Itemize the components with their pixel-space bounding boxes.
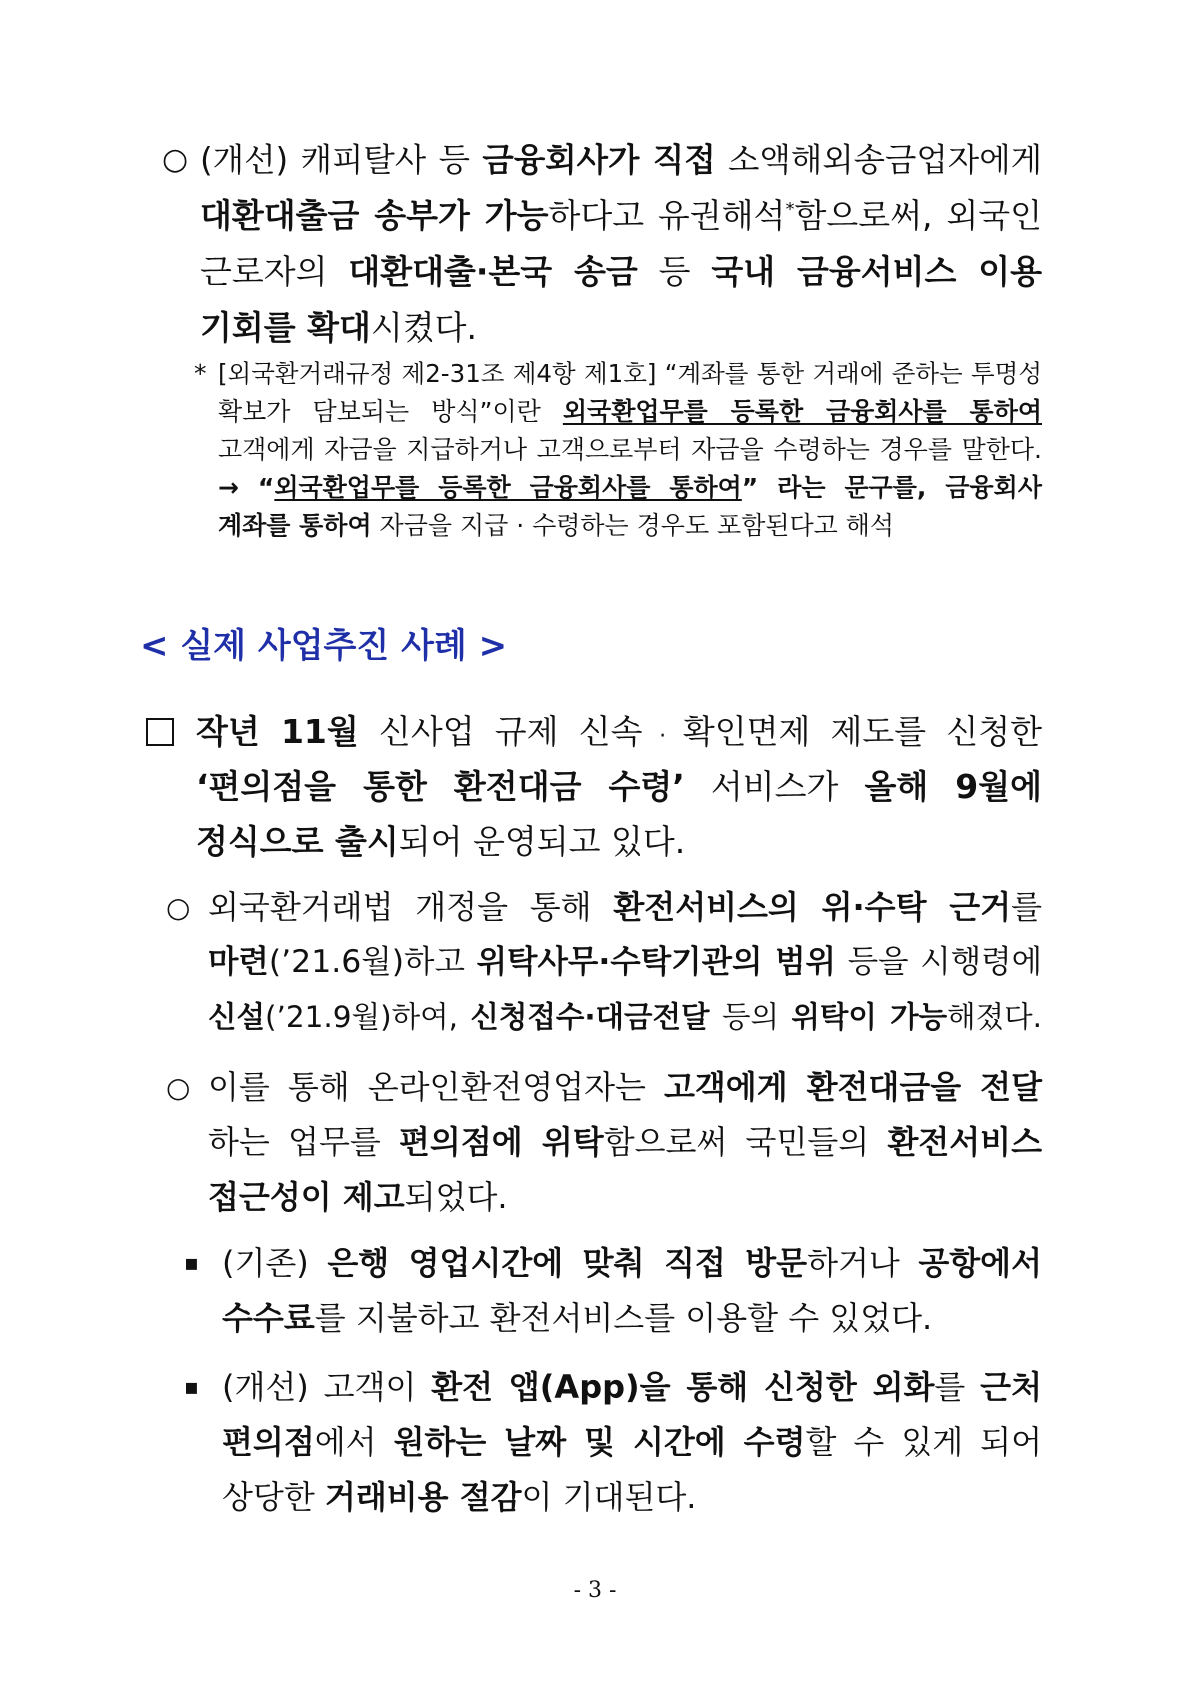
bold-text: 거래비용 절감 — [324, 1478, 522, 1516]
text-run: 등을 시행령에 — [835, 944, 1043, 980]
footnote-line — [218, 393, 1042, 431]
footnote-line — [218, 507, 1042, 545]
text-line — [208, 990, 1042, 1045]
footnote-line — [218, 469, 1042, 507]
text-line — [208, 935, 1042, 990]
footnote — [218, 355, 1042, 545]
text-run: 이 기대된다. — [521, 1478, 697, 1516]
bold-text: ‘편의점을 통한 환전대금 수령’ — [196, 767, 685, 806]
accessibility-paragraph — [208, 1060, 1042, 1225]
text-line — [196, 759, 1042, 814]
text-run: 상당한 — [222, 1478, 325, 1516]
bold-text: 접근성이 제고 — [208, 1178, 405, 1216]
bold-text: 신청접수·대금전달 — [470, 1000, 710, 1034]
bold-text: 올해 9월에 — [864, 767, 1043, 806]
text-run: 해졌다. — [947, 1000, 1042, 1034]
text-run: 근로자의 — [200, 252, 349, 291]
square-bullet-icon — [146, 718, 174, 746]
bold-text: 정식으로 출시 — [196, 822, 399, 861]
text-run: 시켰다. — [370, 308, 478, 347]
footnote-line: [외국환거래규정 제2-31조 제4항 제1호] “계좌를 통한 거래에 준하는 투명성 — [218, 359, 1042, 388]
text-run: (’21.6월)하고 — [268, 944, 477, 980]
text-run: 를 — [934, 1368, 981, 1406]
text-run: 이를 통해 온라인환전영업자는 — [208, 1068, 664, 1106]
text-line — [222, 1360, 1042, 1415]
text-run: 되었다. — [404, 1178, 508, 1216]
text-line — [208, 1060, 1042, 1115]
text-run: 외국환거래법 개정을 통해 — [208, 888, 614, 926]
improvement-paragraph — [200, 132, 1042, 356]
bold-text: 편의점에 위탁 — [399, 1123, 604, 1161]
case-paragraph — [196, 704, 1042, 869]
text-line — [200, 244, 1042, 300]
bold-text: 마련 — [208, 944, 269, 980]
text-run: 함으로써 국민들의 — [603, 1123, 888, 1161]
text-run: 할 수 있게 되어 — [805, 1423, 1042, 1461]
bold-text: → “ — [218, 473, 275, 502]
bold-text: 대환대출·본국 송금 — [348, 252, 638, 291]
text-run: 를 — [1011, 888, 1042, 926]
text-line — [208, 880, 1042, 935]
text-run: (개선) 캐피탈사 등 — [200, 141, 483, 179]
text-run: 등의 — [709, 1000, 792, 1034]
bold-text: 위탁이 가능 — [791, 1000, 948, 1034]
bold-text: 금융회사 — [945, 473, 1042, 502]
bold-text: 대환대출금 송부가 가능 — [200, 196, 549, 235]
underlined-bold-text: 외국환업무를 등록한 금융회사를 통하여 — [274, 473, 742, 502]
text-line — [200, 188, 1042, 244]
text-line — [196, 704, 1042, 759]
bold-text: 은행 영업시간에 맞춰 직접 방문 — [327, 1244, 808, 1282]
text-run: (기존) — [222, 1244, 328, 1282]
before-paragraph — [222, 1236, 1042, 1346]
section-heading: < 실제 사업추진 사례 > — [140, 626, 508, 666]
bold-text: 기회를 확대 — [200, 308, 371, 347]
text-run: 하는 업무를 — [208, 1123, 400, 1161]
text-run: 함으로써, 외국인 — [794, 196, 1042, 235]
bold-text: 환전 앱(App)을 통해 신청한 외화 — [431, 1368, 935, 1406]
text-run: 소액해외송금업자에게 — [715, 141, 1042, 179]
text-line — [200, 132, 1042, 188]
bold-text: 국내 금융서비스 이용 — [711, 252, 1042, 291]
text-line — [222, 1236, 1042, 1291]
text-run: 확인면제 제도를 신청한 — [682, 712, 1042, 751]
text-line — [222, 1415, 1042, 1470]
bold-text: 수수료 — [222, 1299, 315, 1337]
bold-text: 환전서비스 — [887, 1123, 1042, 1161]
footnote-marker: * — [194, 359, 207, 388]
bold-text: 신설 — [208, 1000, 265, 1034]
text-run: 를 지불하고 환전서비스를 이용할 수 있었다. — [314, 1299, 933, 1337]
text-run: 등 — [637, 252, 712, 291]
bold-text: 원하는 날짜 및 시간에 수령 — [393, 1423, 806, 1461]
bold-text: 편의점 — [222, 1423, 315, 1461]
text-run: (개선) 고객이 — [222, 1368, 432, 1406]
bold-text: 공항에서 — [918, 1244, 1042, 1282]
text-line — [196, 814, 1042, 869]
bold-text: 금융회사가 직접 — [482, 141, 716, 179]
bold-text: 고객에게 환전대금을 전달 — [663, 1068, 1042, 1106]
footnote-line: 고객에게 자금을 지급하거나 고객으로부터 자금을 수령하는 경우를 말한다. — [218, 435, 1042, 464]
text-line — [200, 300, 1042, 356]
circle-bullet-icon: ○ — [166, 1071, 191, 1104]
bold-text: 계좌를 통하여 — [218, 511, 372, 540]
bold-text: 위탁사무·수탁기관의 범위 — [476, 944, 836, 980]
circle-bullet-icon: ○ — [162, 142, 189, 177]
underlined-bold-text: 외국환업무를 등록한 금융회사를 통하여 — [562, 397, 1042, 426]
text-run: · — [642, 724, 683, 749]
text-run: 자금을 지급 · 수령하는 경우도 포함된다고 해석 — [371, 511, 895, 540]
text-line — [208, 1170, 1042, 1225]
text-run: 확보가 담보되는 방식”이란 — [218, 397, 563, 426]
bold-text: 근처 — [980, 1368, 1042, 1406]
text-run: 서비스가 — [684, 767, 865, 806]
text-run: 에서 — [314, 1423, 394, 1461]
bold-text: 환전서비스의 위·수탁 근거 — [613, 888, 1012, 926]
bold-text: ” 라는 문구를, — [741, 473, 946, 502]
bold-text: 작년 11월 — [196, 712, 359, 751]
after-paragraph — [222, 1360, 1042, 1525]
circle-bullet-icon: ○ — [166, 891, 191, 924]
text-run: 하다고 유권해석 — [548, 196, 786, 235]
text-line — [222, 1470, 1042, 1525]
text-run: 신사업 규제 신속 — [358, 712, 643, 751]
footnote-ref: * — [785, 199, 795, 220]
law-amendment-paragraph — [208, 880, 1042, 1045]
text-run: (’21.9월)하여, — [265, 1000, 471, 1034]
text-line — [208, 1115, 1042, 1170]
small-square-bullet-icon: ▪ — [184, 1375, 199, 1400]
page-number: - 3 - — [573, 1578, 617, 1603]
text-line — [222, 1291, 1042, 1346]
text-run: 되어 운영되고 있다. — [398, 822, 686, 861]
text-run: 하거나 — [807, 1244, 919, 1282]
small-square-bullet-icon: ▪ — [184, 1251, 199, 1276]
